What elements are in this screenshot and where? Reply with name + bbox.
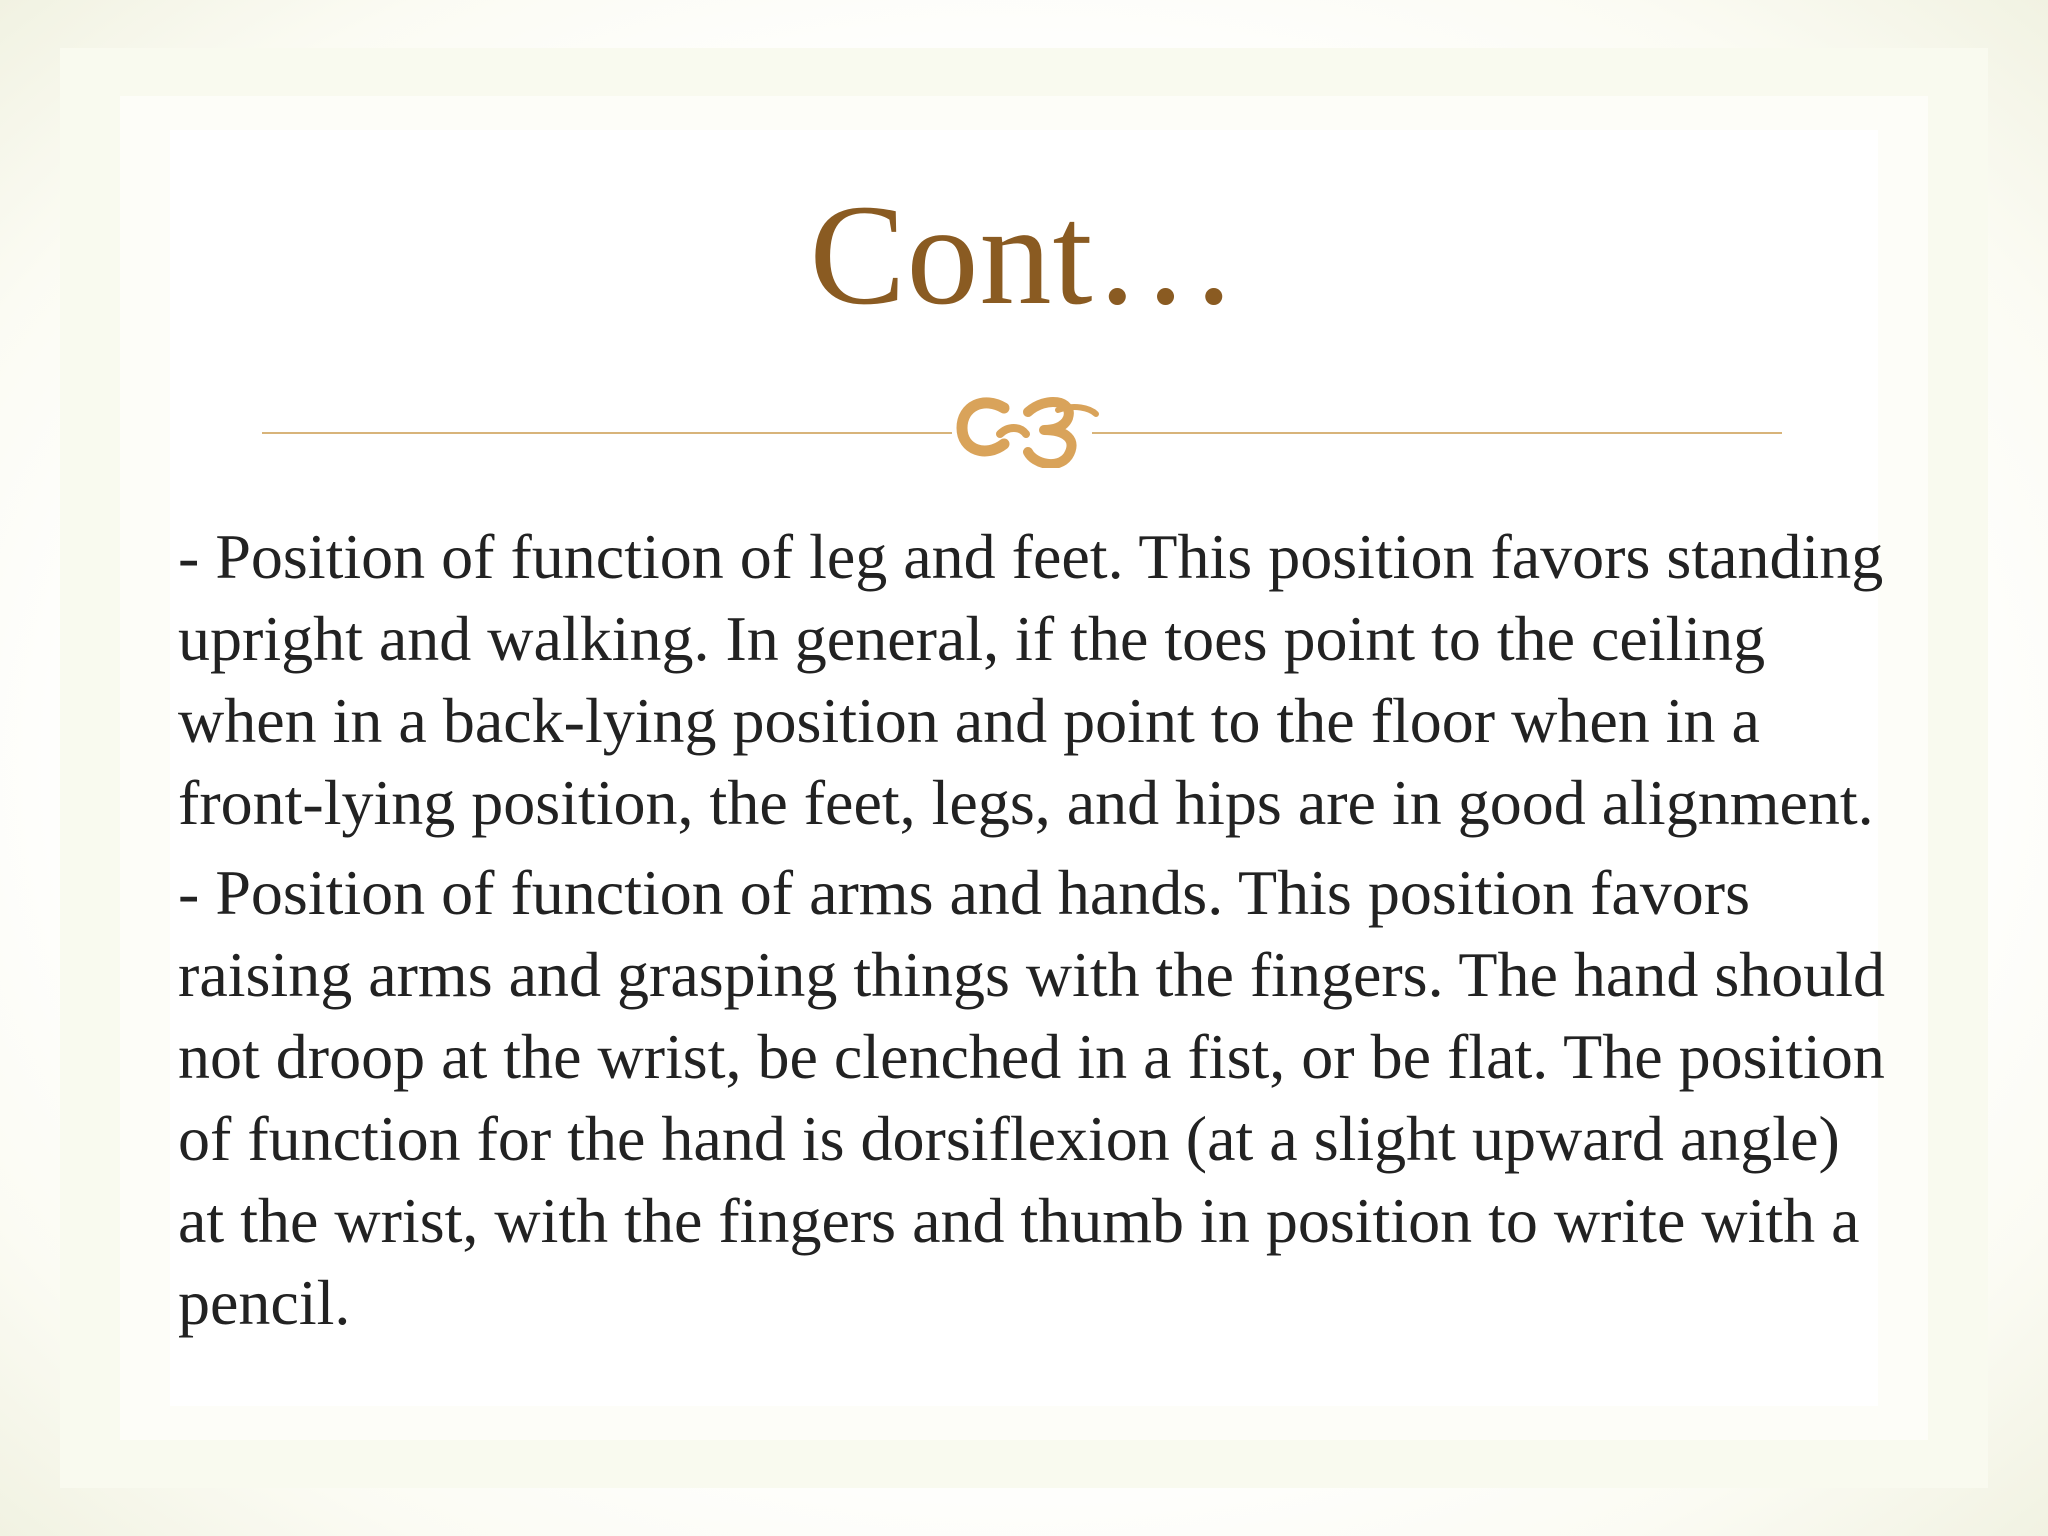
paragraph-leg-feet: - Position of function of leg and feet. This position favors standing upright and walking. In general, if the toes point to the ceiling when in a back-lying position and point to the floor when in a front-lying position, the feet, legs, and hips are in good alignment.: [178, 521, 1884, 838]
title-divider: [262, 378, 1782, 468]
body-text: [178, 516, 1898, 1352]
slide-title: Cont…: [809, 176, 1239, 335]
paragraph-arms-hands: - Position of function of arms and hands. This position favors raising arms and grasping things with the fingers. The hand should not droop at the wrist, be clenched in a fist, or be flat. The position of function for the hand is dorsiflexion (at a slight upward angle) at the wrist, with the fingers and thumb in position to write with a pencil.: [178, 857, 1885, 1338]
flourish-ornament-icon: [962, 402, 1096, 464]
